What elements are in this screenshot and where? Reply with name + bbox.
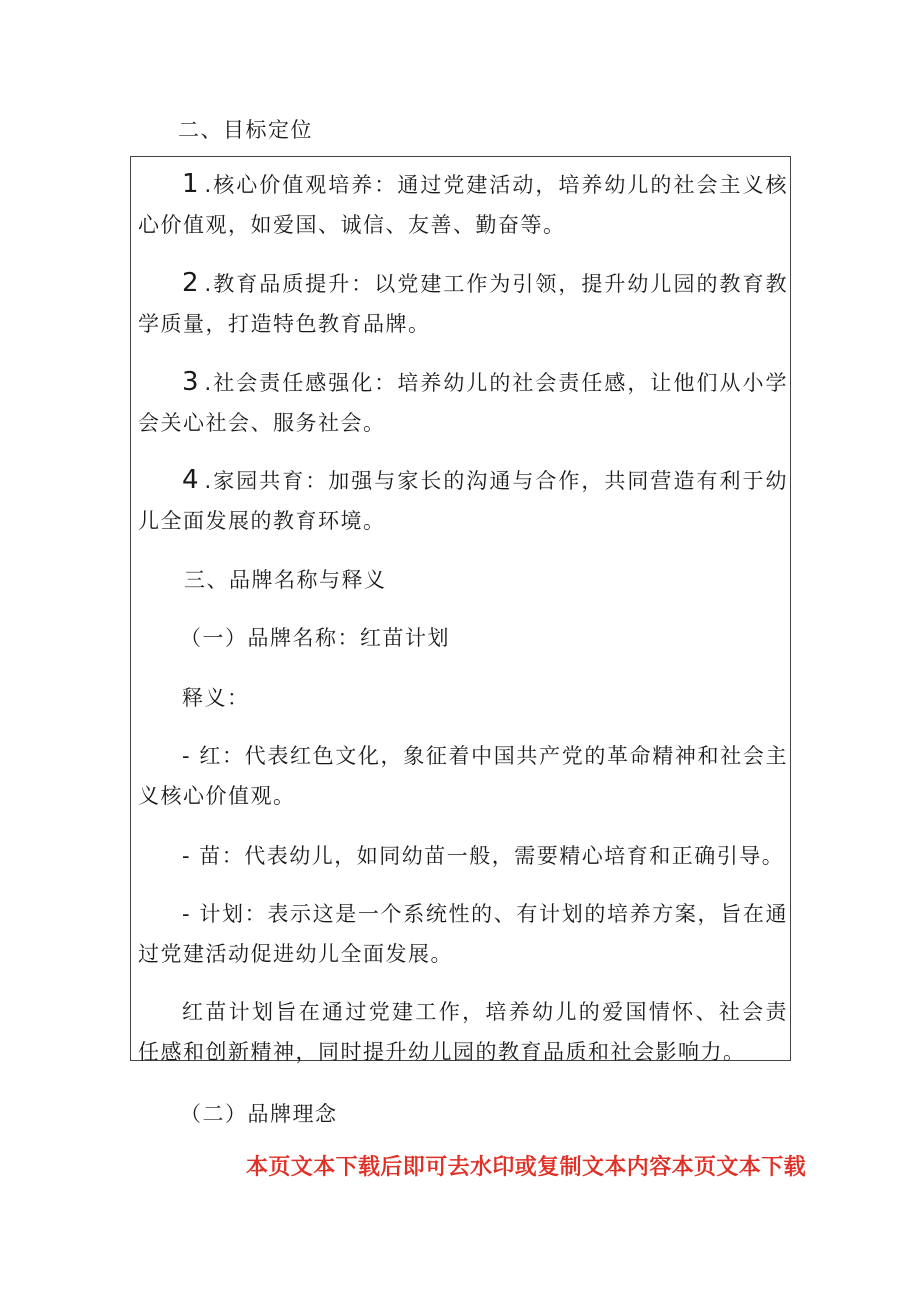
brand-summary: 红苗计划旨在通过党建工作，培养幼儿的爱国情怀、社会责任感和创新精神，同时提升幼儿园的教育品质和社会影响力。: [138, 1000, 788, 1064]
meaning-item-plan: - 计划：表示这是一个系统性的、有计划的培养方案，旨在通过党建活动促进幼儿全面发展。: [138, 902, 788, 966]
goal-item-2: [138, 263, 788, 344]
goal-number: 4: [182, 465, 199, 495]
goal-item-1: [138, 164, 788, 245]
goal-number: 3: [182, 367, 199, 397]
goal-number: 1: [182, 169, 199, 199]
meaning-item-red: - 红：代表红色文化，象征着中国共产党的革命精神和社会主义核心价值观。: [138, 744, 788, 808]
goal-text: .社会责任感强化：培养幼儿的社会责任感，让他们从小学会关心社会、服务社会。: [138, 371, 788, 435]
meaning-label: 释义：: [182, 686, 250, 710]
meaning-item-seedling: - 苗：代表幼儿，如同幼苗一般，需要精心培育和正确引导。: [182, 844, 785, 868]
goal-item-3: [138, 362, 788, 443]
section-heading-goals: 二、目标定位: [178, 118, 313, 142]
goal-text: .核心价值观培养：通过党建活动，培养幼儿的社会主义核心价值观，如爱国、诚信、友善、勤奋等。: [138, 173, 788, 237]
section-heading-brand: 三、品牌名称与释义: [184, 568, 387, 592]
goal-text: .家园共育：加强与家长的沟通与合作，共同营造有利于幼儿全面发展的教育环境。: [138, 469, 788, 533]
brand-name-subheading: （一）品牌名称：红苗计划: [180, 626, 450, 650]
goal-number: 2: [182, 268, 199, 298]
goal-text: .教育品质提升：以党建工作为引领，提升幼儿园的教育教学质量，打造特色教育品牌。: [138, 272, 788, 336]
download-watermark: 本页文本下载后即可去水印或复制文本内容本页文本下载: [246, 1155, 807, 1180]
goal-item-4: [138, 460, 788, 541]
brand-concept-subheading: （二）品牌理念: [180, 1102, 338, 1126]
